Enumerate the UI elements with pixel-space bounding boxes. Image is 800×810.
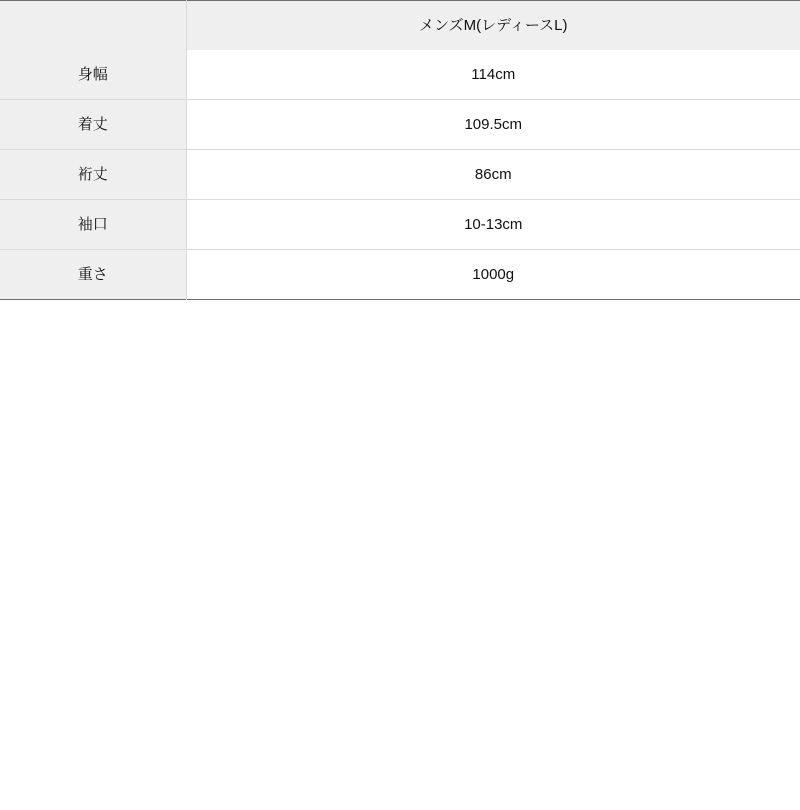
row-label-body-width: 身幅: [0, 50, 186, 100]
table-row: [0, 200, 800, 250]
table-header: [0, 1, 800, 51]
row-value-garment-length: 109.5cm: [186, 100, 800, 150]
table-row: [0, 50, 800, 100]
table-row: [0, 150, 800, 200]
row-label-cuff: 袖口: [0, 200, 186, 250]
row-label-weight: 重さ: [0, 250, 186, 300]
row-value-weight: 1000g: [186, 250, 800, 300]
table-row: [0, 250, 800, 300]
row-value-sleeve-length: 86cm: [186, 150, 800, 200]
row-value-cuff: 10-13cm: [186, 200, 800, 250]
table-header-blank-cell: [0, 1, 186, 51]
size-specification-table: [0, 0, 800, 300]
table-body: [0, 50, 800, 300]
row-label-garment-length: 着丈: [0, 100, 186, 150]
table-header-size-cell: メンズM(レディースL): [186, 1, 800, 51]
blank-area: [0, 300, 800, 810]
row-label-sleeve-length: 裄丈: [0, 150, 186, 200]
table-row: [0, 100, 800, 150]
row-value-body-width: 114cm: [186, 50, 800, 100]
table-header-row: [0, 1, 800, 51]
